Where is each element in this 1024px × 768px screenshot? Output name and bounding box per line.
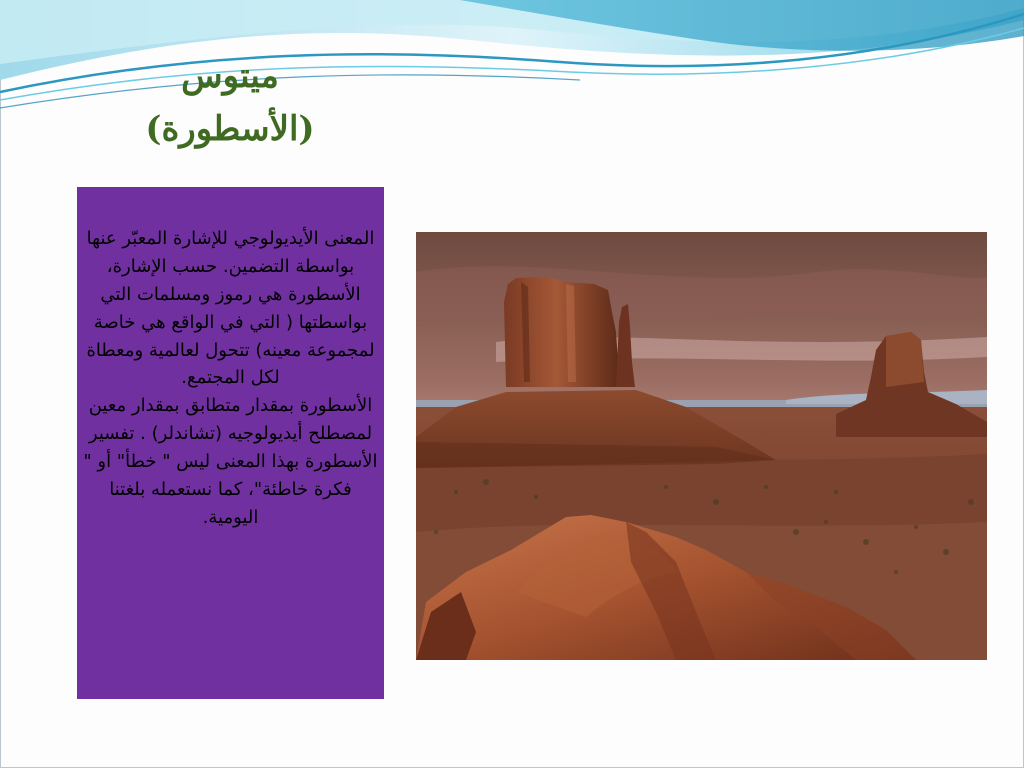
body-text-box — [77, 187, 384, 699]
body-paragraph-2: الأسطورة بمقدار متطابق بمقدار معين لمصطلح أيديولوجيه (تشاندلر) . تفسير الأسطورة بهذا المعنى ليس " خطأ" أو " فكرة خاطئة"، كما نستعمله بلغتنا اليومية. — [83, 395, 378, 528]
desert-mesa-photo — [416, 232, 987, 660]
title-line-2: (الأسطورة) — [145, 108, 315, 149]
slide-title — [110, 50, 350, 155]
title-line-1: ميتوس — [181, 56, 279, 96]
body-paragraph-1: المعنى الأيديولوجي للإشارة المعبّر عنها بواسطة التضمين. حسب الإشارة، الأسطورة هي رموز ومسلمات التي بواسطتها ( التي في الواقع هي خاصة لمجموعة معينه) تتحول لعالمية ومعطاة لكل المجتمع. — [86, 228, 375, 389]
